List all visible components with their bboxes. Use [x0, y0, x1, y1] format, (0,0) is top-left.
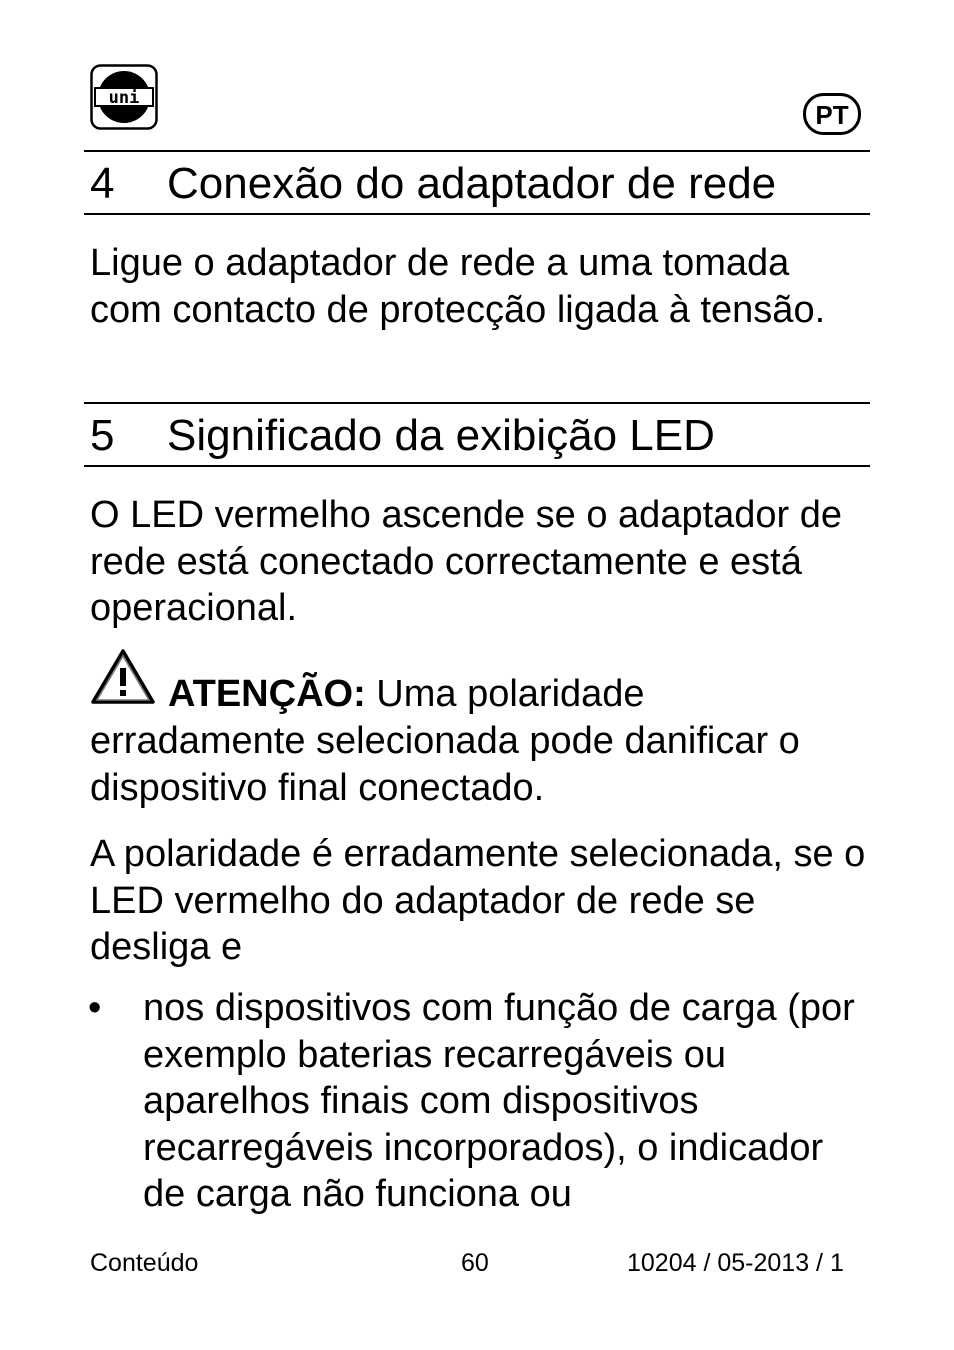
section-4-top-rule — [84, 150, 870, 152]
section-4-body: Ligue o adaptador de rede a uma tomada com contacto de protecção ligada à tensão. — [90, 242, 826, 331]
logo-text: uni — [108, 88, 140, 108]
section-5-body: O LED vermelho ascende se o adaptador de rede está conectado correctamente e está operacional. — [90, 494, 843, 629]
bullet-text: nos dispositivos com função de carga (por exemplo baterias recarregáveis ou aparelhos finais com dispositivos recarregáveis incorporados), o indicador de carga não funciona ou — [143, 987, 855, 1215]
section-4-title: Conexão do adaptador de rede — [167, 159, 777, 208]
uni-logo — [90, 64, 158, 130]
language-badge-text: PT — [815, 100, 849, 130]
section-5-heading — [90, 410, 715, 462]
section-5-title: Significado da exibição LED — [167, 411, 715, 460]
section-4-heading — [90, 158, 776, 210]
polarity-paragraph: A polaridade é erradamente selecionada, se o LED vermelho do adaptador de rede se desliga e — [90, 833, 866, 968]
footer-page-number: 60 — [461, 1249, 489, 1277]
section-5-number: 5 — [90, 411, 115, 460]
warning-line1-text: Uma polaridade — [376, 673, 645, 715]
section-4-bottom-rule — [84, 213, 870, 215]
warning-continuation: erradamente selecionada pode danificar o dispositivo final conectado. — [90, 720, 800, 809]
language-badge — [803, 93, 861, 135]
warning-first-line — [168, 671, 645, 718]
section-5-top-rule — [84, 402, 870, 404]
warning-label: ATENÇÃO: — [168, 673, 366, 715]
footer-contents-label: Conteúdo — [90, 1249, 199, 1277]
section-4-number: 4 — [90, 159, 115, 208]
section-5-bottom-rule — [84, 465, 870, 467]
warning-triangle-icon — [90, 648, 156, 706]
footer-document-id: 10204 / 05-2013 / 1 — [627, 1249, 844, 1277]
bullet-marker: • — [88, 987, 102, 1029]
